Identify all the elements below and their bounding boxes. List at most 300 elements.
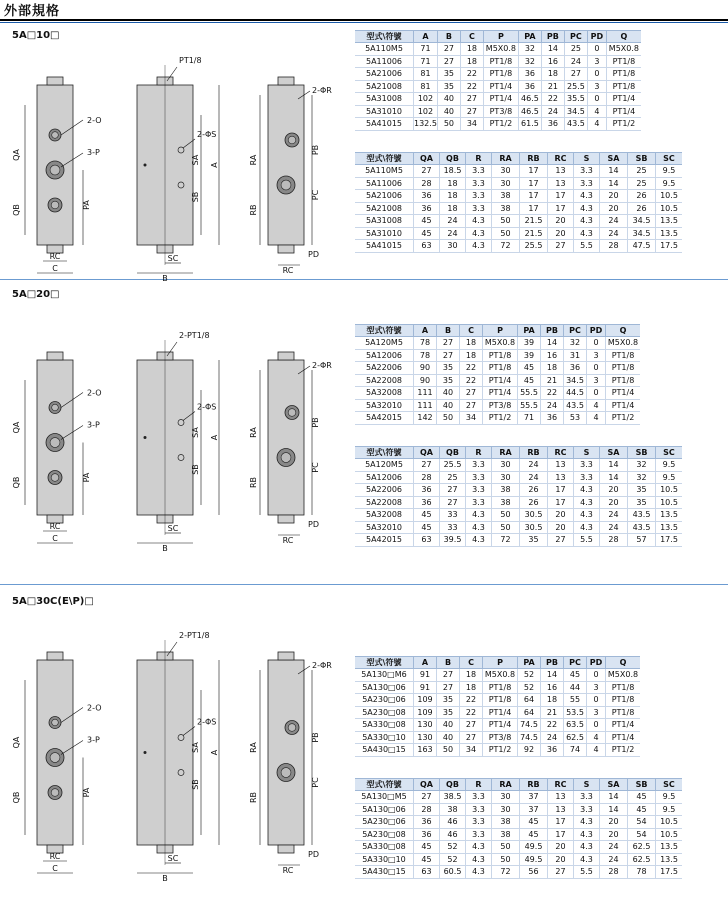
label-c: C	[52, 864, 58, 873]
table-cell: 3.3	[466, 803, 492, 816]
label-sb: SB	[191, 464, 200, 475]
table-cell: PT3/8	[483, 399, 518, 412]
label-pd: PD	[308, 520, 319, 529]
table-cell: 25	[628, 165, 656, 178]
table-cell: 22	[460, 362, 483, 375]
table-cell: 52	[518, 669, 541, 682]
table-cell: 5A22006	[355, 362, 414, 375]
table-cell: 13	[548, 459, 574, 472]
table-cell: 35	[437, 694, 460, 707]
table-cell: 18	[460, 55, 483, 68]
label-rb: RB	[249, 204, 258, 216]
label-pt: PT1/8	[179, 56, 202, 65]
table-cell: 30.5	[520, 521, 548, 534]
column-header: SA	[600, 153, 628, 165]
table-cell: 0	[587, 43, 606, 56]
table-cell: 31	[564, 349, 587, 362]
column-header: RA	[492, 153, 520, 165]
table-cell: 130	[414, 719, 437, 732]
table-cell: 43.5	[628, 521, 656, 534]
table-cell: 17	[548, 496, 574, 509]
column-header: SB	[628, 779, 656, 791]
label-pb: PB	[311, 732, 320, 743]
column-header: R	[466, 447, 492, 459]
table-cell: 13	[548, 803, 574, 816]
table-cell: 28	[600, 534, 628, 547]
table-cell: 5A430□15	[355, 866, 414, 879]
table-cell: 32	[518, 43, 541, 56]
column-header: PA	[518, 657, 541, 669]
table-cell: 102	[414, 105, 438, 118]
label-sc: SC	[167, 854, 179, 863]
table-cell: 53.5	[564, 706, 587, 719]
table-cell: 5A330□10	[355, 853, 414, 866]
table-cell: 9.5	[656, 165, 683, 178]
table-cell: 3.3	[466, 484, 492, 497]
column-header: 型式\符號	[355, 779, 414, 791]
table-cell: 36	[518, 68, 541, 81]
table-cell: 34.5	[628, 227, 656, 240]
table-cell: 35	[437, 68, 460, 81]
column-header: PA	[518, 325, 541, 337]
table-cell: 17	[520, 177, 548, 190]
table-cell: 27	[437, 55, 460, 68]
table-cell: 22	[541, 387, 564, 400]
table-cell: 17	[520, 190, 548, 203]
table-cell: 142	[414, 412, 437, 425]
table-cell: 62.5	[628, 841, 656, 854]
table-cell: 5A41015	[355, 240, 414, 253]
table-cell: 9.5	[656, 471, 683, 484]
table-cell: 17	[548, 190, 574, 203]
table-cell: M5X0.8	[606, 337, 641, 350]
label-pd: PD	[308, 850, 319, 859]
label-pt: 2-PT1/8	[179, 331, 210, 340]
table-row	[355, 165, 682, 178]
column-header: SA	[600, 779, 628, 791]
table-row	[355, 681, 640, 694]
table-cell: 5A130□06	[355, 681, 414, 694]
table-cell: 4.3	[574, 202, 600, 215]
table-cell: 28	[600, 866, 628, 879]
table-cell: 62.5	[564, 731, 587, 744]
label-sa: SA	[191, 427, 200, 438]
spec-table	[355, 656, 640, 757]
table-row	[355, 215, 682, 228]
table-cell: PT3/8	[483, 731, 518, 744]
section-3-title: 5A□30C(E\P)□	[12, 596, 94, 607]
column-header: C	[460, 31, 483, 43]
table-cell: PT1/4	[606, 387, 641, 400]
table-cell: 5A21006	[355, 68, 414, 81]
table-cell: 13.5	[656, 853, 683, 866]
table-cell: 52	[440, 841, 466, 854]
column-header: PD	[587, 31, 606, 43]
top-fitting	[278, 352, 294, 360]
label-o: 2-O	[87, 388, 102, 398]
column-header: C	[460, 657, 483, 669]
table-cell: 4.3	[574, 509, 600, 522]
column-header: RC	[548, 447, 574, 459]
table-row	[355, 669, 640, 682]
table-cell: 25.5	[440, 459, 466, 472]
top-fitting	[278, 77, 294, 85]
label-qb: QB	[12, 204, 21, 216]
table-cell: PT1/4	[483, 719, 518, 732]
column-header: SA	[600, 447, 628, 459]
table-cell: 35	[437, 362, 460, 375]
table-cell: 45	[414, 227, 440, 240]
column-header: PB	[541, 31, 564, 43]
table-cell: 3.3	[574, 459, 600, 472]
table-cell: 20	[600, 190, 628, 203]
table-cell: 36	[414, 190, 440, 203]
table-cell: 35	[437, 706, 460, 719]
table-row	[355, 337, 640, 350]
table-row	[355, 694, 640, 707]
table-cell: 26	[520, 484, 548, 497]
table-cell: PT1/2	[483, 412, 518, 425]
table-cell: 5A230□06	[355, 816, 414, 829]
table-cell: 72	[492, 534, 520, 547]
table-cell: 14	[541, 43, 564, 56]
table-cell: 5A110M5	[355, 43, 414, 56]
table-cell: 61.5	[518, 118, 541, 131]
table-cell: 47.5	[628, 240, 656, 253]
label-rc: RC	[282, 536, 294, 545]
label-pc: PC	[311, 189, 320, 201]
table-cell: 54	[628, 828, 656, 841]
port-inner	[281, 180, 291, 190]
table-row	[355, 496, 682, 509]
table-cell: PT1/2	[606, 412, 641, 425]
label-pa: PA	[82, 200, 91, 210]
table-row	[355, 509, 682, 522]
bottom-fitting	[278, 245, 294, 253]
table-cell: 3.3	[466, 828, 492, 841]
table-row	[355, 803, 682, 816]
table-cell: 43.5	[628, 509, 656, 522]
table-cell: 3.3	[574, 177, 600, 190]
table-cell: 25.5	[564, 80, 587, 93]
table-cell: PT1/4	[606, 399, 641, 412]
table-cell: 30	[492, 791, 520, 804]
table-cell: 4.3	[574, 190, 600, 203]
table-cell: 90	[414, 374, 437, 387]
table-cell: 4.3	[574, 496, 600, 509]
table-cell: 20	[600, 484, 628, 497]
table-cell: 14	[600, 459, 628, 472]
table-cell: 35.5	[564, 93, 587, 106]
table-cell: 5A11006	[355, 177, 414, 190]
table-cell: 5A330□08	[355, 841, 414, 854]
table-cell: M5X0.8	[483, 337, 518, 350]
table-cell: 4	[587, 105, 606, 118]
label-pt: 2-PT1/8	[179, 631, 210, 640]
table-cell: PT1/2	[606, 118, 641, 131]
column-header: RB	[520, 447, 548, 459]
table-cell: 54	[628, 816, 656, 829]
label-ra: RA	[249, 427, 258, 438]
table-cell: 25.5	[520, 240, 548, 253]
column-header: SB	[628, 447, 656, 459]
label-p: 3-P	[87, 148, 100, 157]
label-sa: SA	[191, 154, 200, 166]
table-cell: 4	[587, 731, 606, 744]
table-cell: PT1/8	[483, 68, 518, 81]
table-cell: 90	[414, 362, 437, 375]
spec-table	[355, 30, 641, 131]
table-cell: 92	[518, 744, 541, 757]
column-header: RB	[520, 779, 548, 791]
table-cell: PT1/8	[606, 706, 641, 719]
table-cell: 46	[440, 828, 466, 841]
table-cell: 38	[492, 484, 520, 497]
label-b: B	[162, 544, 168, 553]
table-cell: 18.5	[440, 165, 466, 178]
column-header: RA	[492, 447, 520, 459]
table-cell: 5A22008	[355, 496, 414, 509]
table-cell: 50	[437, 412, 460, 425]
table-cell: 5.5	[574, 866, 600, 879]
table-cell: 4.3	[574, 227, 600, 240]
table-cell: 109	[414, 706, 437, 719]
table-cell: 16	[541, 55, 564, 68]
table-cell: 132.5	[414, 119, 437, 129]
table-cell: PT1/8	[483, 681, 518, 694]
table-cell: 74.5	[518, 719, 541, 732]
table-cell: 22	[541, 93, 564, 106]
label-rc: RC	[282, 866, 294, 875]
table-cell: 46	[440, 816, 466, 829]
table-cell: 17	[548, 484, 574, 497]
table-cell: 18	[440, 202, 466, 215]
table-cell: 44.5	[564, 387, 587, 400]
valve-drawing	[0, 55, 350, 295]
table-cell: 63	[414, 240, 440, 253]
column-header: PC	[564, 657, 587, 669]
table-row	[355, 534, 682, 547]
table-cell: 5A21008	[355, 202, 414, 215]
table-row	[355, 362, 640, 375]
label-p: 3-P	[87, 420, 100, 430]
table-row	[355, 484, 682, 497]
table-cell: 3.3	[574, 165, 600, 178]
table-cell: 27	[564, 68, 587, 81]
table-cell: 28	[414, 471, 440, 484]
port-inner	[51, 201, 59, 209]
table-cell: 0	[587, 93, 606, 106]
table-cell: 13.5	[656, 215, 683, 228]
port-inner	[52, 132, 59, 139]
table-cell: 5A12006	[355, 471, 414, 484]
table-cell: 4.3	[574, 484, 600, 497]
table-cell: 27	[460, 719, 483, 732]
table-cell: 5A230□08	[355, 828, 414, 841]
table-cell: 5A130□06	[355, 803, 414, 816]
table-cell: 22	[460, 706, 483, 719]
table-cell: 4.3	[574, 215, 600, 228]
table-cell: 4.3	[574, 828, 600, 841]
table-cell: PT1/2	[483, 744, 518, 757]
table-cell: 111	[414, 387, 437, 400]
table-cell: 38	[440, 803, 466, 816]
column-header: SC	[656, 153, 683, 165]
table-cell: 40	[437, 719, 460, 732]
table-cell: 49.5	[520, 853, 548, 866]
spec-table	[355, 324, 640, 425]
table-cell: 4	[587, 399, 606, 412]
table-cell: PT1/4	[483, 93, 518, 106]
port-inner	[288, 409, 296, 417]
table-cell: 45	[414, 853, 440, 866]
table-cell: 5A31010	[355, 105, 414, 118]
table-cell: 109	[414, 694, 437, 707]
table-cell: 27	[437, 681, 460, 694]
table-cell: 27	[460, 399, 483, 412]
table-cell: M5X0.8	[606, 669, 641, 682]
label-pb: PB	[311, 417, 320, 428]
label-o: 2-O	[87, 703, 102, 713]
table-cell: 18	[460, 681, 483, 694]
table-cell: 43.5	[564, 399, 587, 412]
table-cell: PT1/2	[483, 118, 518, 131]
label-rc: RC	[282, 266, 294, 275]
table-cell: 24	[600, 509, 628, 522]
table-cell: 39	[518, 349, 541, 362]
column-header: S	[574, 779, 600, 791]
table-cell: 40	[437, 387, 460, 400]
table-cell: 33	[440, 509, 466, 522]
column-header: Q	[606, 31, 641, 43]
table-cell: 72	[492, 240, 520, 253]
table-cell: 9.5	[656, 803, 683, 816]
column-header: Q	[606, 325, 641, 337]
table-cell: 3.3	[466, 496, 492, 509]
table-cell: 5A31008	[355, 93, 414, 106]
table-cell: 38	[492, 190, 520, 203]
table-cell: 40	[437, 731, 460, 744]
table-cell: PT1/8	[606, 362, 641, 375]
label-qa: QA	[12, 421, 21, 434]
table-cell: 5A330□08	[355, 719, 414, 732]
table-cell: PT1/8	[483, 362, 518, 375]
table-cell: 24	[600, 841, 628, 854]
table-cell: PT1/4	[483, 387, 518, 400]
table-cell: 5A120M5	[355, 459, 414, 472]
table-cell: 27	[548, 240, 574, 253]
table-cell: 38	[492, 828, 520, 841]
table-cell: 20	[600, 496, 628, 509]
label-a: A	[210, 749, 219, 756]
table-cell: 18	[541, 68, 564, 81]
table-cell: 24	[600, 853, 628, 866]
column-header: C	[460, 325, 483, 337]
table-cell: 17	[548, 202, 574, 215]
table-cell: 4.3	[466, 227, 492, 240]
table-cell: 45	[414, 521, 440, 534]
pin-mark	[144, 751, 147, 754]
table-cell: 5A21008	[355, 80, 414, 93]
table-cell: 3	[587, 55, 606, 68]
table-cell: 17.5	[656, 866, 683, 879]
column-header: QB	[440, 779, 466, 791]
table-cell: 36	[541, 744, 564, 757]
table-cell: 28	[414, 803, 440, 816]
table-cell: 9.5	[656, 177, 683, 190]
table-cell: 30	[492, 459, 520, 472]
rear-view-body	[268, 660, 304, 845]
table-cell: 5A21006	[355, 190, 414, 203]
table-cell: 9.5	[656, 791, 683, 804]
column-header: SC	[656, 447, 683, 459]
column-header: B	[437, 325, 460, 337]
table-cell: 3.3	[574, 803, 600, 816]
table-cell: 10.5	[656, 190, 683, 203]
table-cell: 49.5	[520, 841, 548, 854]
table-cell: 55.5	[518, 399, 541, 412]
table-cell: 20	[600, 202, 628, 215]
table-cell: 10.5	[656, 816, 683, 829]
port-inner	[50, 438, 60, 448]
table-cell: 24	[600, 521, 628, 534]
table-cell: 4.3	[574, 841, 600, 854]
spec-table	[355, 152, 682, 253]
table-cell: PT1/8	[606, 55, 641, 68]
table-cell: 37	[520, 803, 548, 816]
table-cell: 63	[414, 866, 440, 879]
table-cell: 27	[548, 534, 574, 547]
valve-drawing	[0, 630, 350, 895]
label-a: A	[210, 434, 219, 441]
table-cell: 4.3	[466, 841, 492, 854]
table-cell: 17.5	[656, 534, 683, 547]
label-r: 2-ΦR	[312, 661, 332, 670]
top-fitting	[47, 652, 63, 660]
table-cell: 20	[548, 521, 574, 534]
table-cell: 20	[548, 841, 574, 854]
section-1-title: 5A□10□	[12, 30, 60, 41]
table-cell: 24	[440, 215, 466, 228]
label-pb: PB	[311, 144, 320, 156]
table-row	[355, 828, 682, 841]
table-cell: 27	[437, 669, 460, 682]
column-header: PA	[518, 31, 541, 43]
table-cell: 17	[548, 816, 574, 829]
top-fitting	[47, 352, 63, 360]
table-row	[355, 719, 640, 732]
table-cell: 25	[628, 177, 656, 190]
table-cell: 32	[628, 471, 656, 484]
table-cell: 5A22006	[355, 484, 414, 497]
table-cell: 71	[518, 412, 541, 425]
label-c: C	[52, 264, 58, 273]
table-cell: 22	[460, 68, 483, 81]
label-rb: RB	[249, 791, 258, 804]
table-cell: 4.3	[574, 816, 600, 829]
table-cell: PT1/4	[606, 731, 641, 744]
table-cell: 5A32008	[355, 509, 414, 522]
table-cell: 27	[437, 43, 460, 56]
table-cell: 27	[414, 459, 440, 472]
column-header: QA	[414, 153, 440, 165]
table-cell: 45	[414, 215, 440, 228]
table-cell: PT3/8	[483, 105, 518, 118]
table-cell: 40	[437, 93, 460, 106]
table-cell: 45	[520, 828, 548, 841]
port-inner	[281, 768, 291, 778]
table-cell: 24	[564, 55, 587, 68]
